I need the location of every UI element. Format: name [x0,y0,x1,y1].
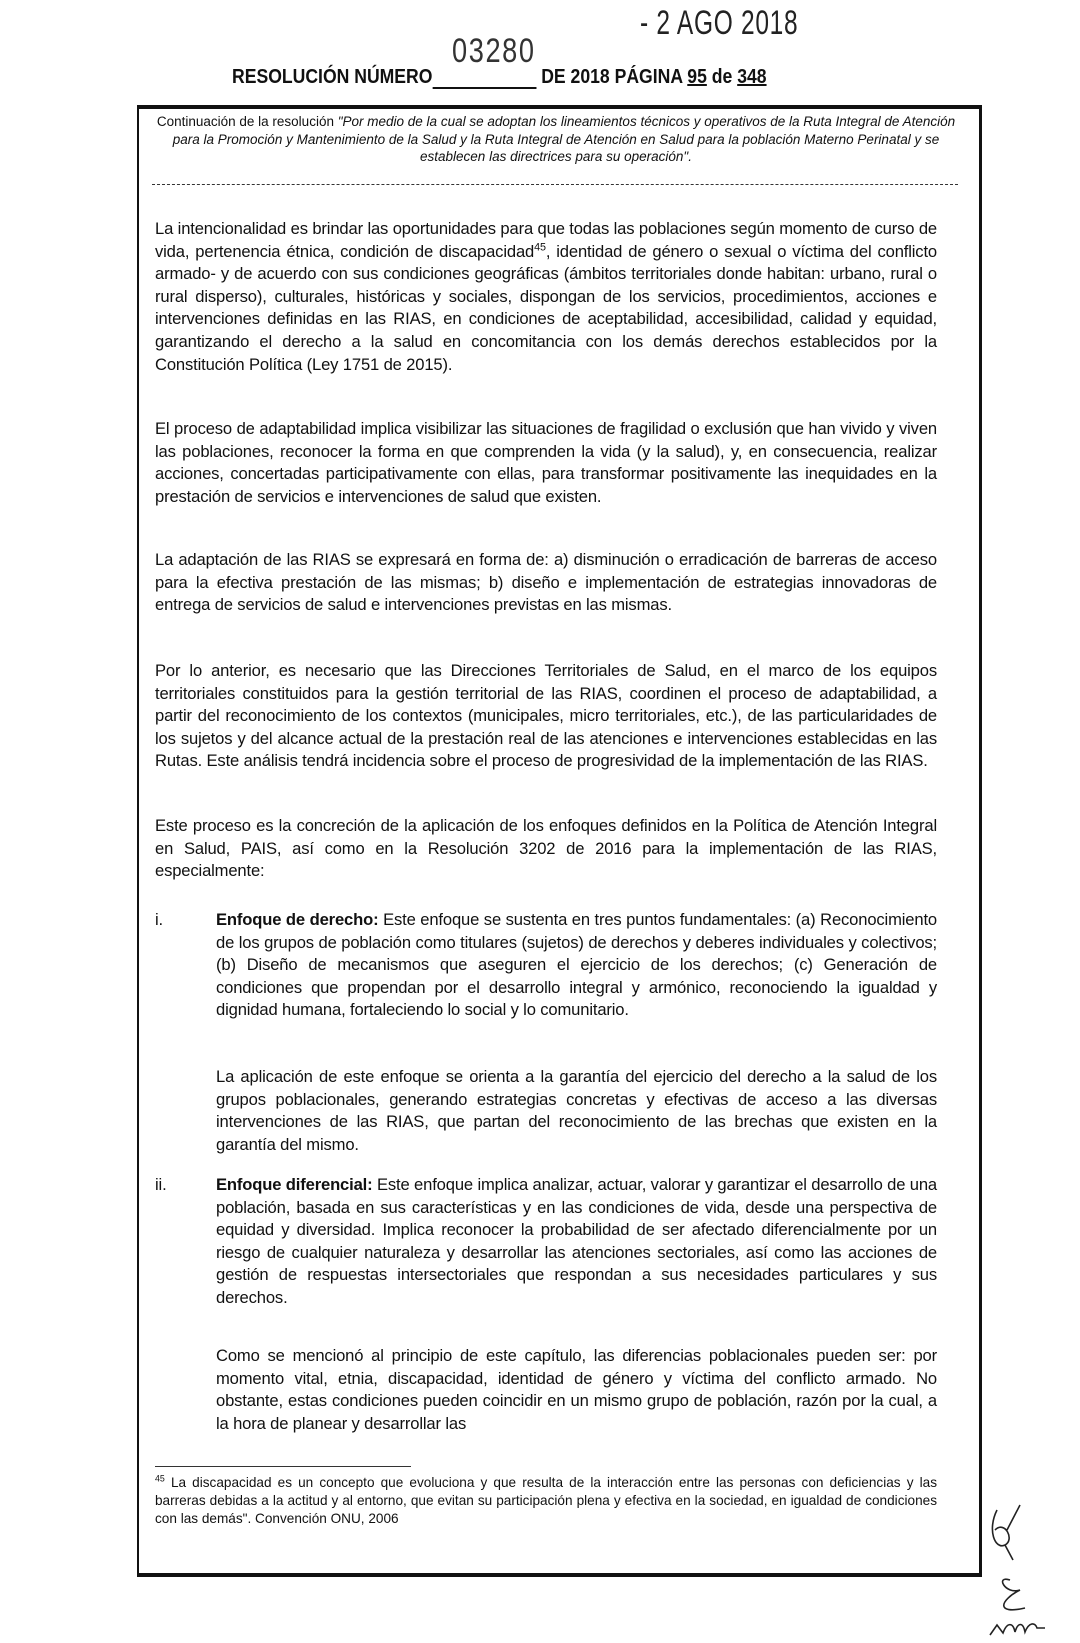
intro-lead: Continuación de la resolución [156,114,338,129]
handwritten-initials-signature [985,1500,1065,1640]
intro-quote: "Por medio de la cual se adoptan los lineamientos técnicos y operativos de la Ruta Integral de Atención para la Promoción y Mantenimiento de la Salud y la Ruta Integral de Atención en Salud para la población Materno Perinatal y se establecen las directrices para su operación". [172,114,956,164]
header-prefix: RESOLUCIÓN NÚMERO [232,66,433,88]
footnote-separator [155,1466,411,1467]
list-item-differential-approach [155,1174,937,1310]
paragraph-4: Por lo anterior, es necesario que las Direcciones Territoriales de Salud, en el marco de los equipos territoriales constituidos para la gestión territorial de las RIAS, coordinen el proceso de adaptabilidad, a partir del reconocimiento de los contextos (municipales, micro territoriales, etc.), de las particularidades de los sujetos y del alcance actual de la prestación real de las atenciones e intervenciones establecidas en las Rutas. Este análisis tendrá incidencia sobre el proceso de progresividad de la implementación de las RIAS. [155,661,937,771]
footnote-text: La discapacidad es un concepto que evoluciona y que resulta de la interacción entre las personas con deficiencias y las barreras debidas a la actitud y al entorno, que evitan su participación plena y efectiva en la sociedad, en igualdad de condiciones con las demás". Convención ONU, 2006 [155,1475,937,1526]
list-item-text: Este enfoque se sustenta en tres puntos fundamentales: (a) Reconocimiento de los grupos de población como titulares (sujetos) de derechos y deberes individuales y colectivos; (b) Diseño de mecanismos que aseguren el ejercicio de los derechos; (c) Generación de condiciones que propendan por el desarrollo integral y armónico, reconociendo la igualdad y dignidad humana, fortaleciendo lo social y lo comunitario. [216,910,937,1020]
footnote [155,1474,937,1528]
paragraph-1 [155,218,937,376]
paragraph-2: El proceso de adaptabilidad implica visibilizar las situaciones de fragilidad o exclusión que han vivido y viven las poblaciones, reconocer la forma en que comprenden la vida (y la salud), y, en consecuencia, realizar acciones, concertadas participativamente con ellas, para transformar positivamente las inequidades en la prestación de servicios e intervenciones de salud que existen. [155,419,937,506]
page-total: 348 [737,66,767,88]
paragraph-1-text: La intencionalidad es brindar las oportunidades para que todas las poblaciones según momento de curso de vida, pertenencia étnica, condición de discapacidad [155,219,937,261]
page-number: 95 [687,66,707,88]
list-item-title: Enfoque de derecho: [216,910,379,929]
list-number: i. [155,910,163,929]
list-item-differential-extra [155,1345,937,1435]
paragraph-1-text-cont: , identidad de género o sexual o víctima del conflicto armado- y de acuerdo con sus condiciones geográficas (ámbitos territoriales donde habitan: urbano, rural o rural disperso), culturales, históricas y sociales, dispongan de los servicios, procedimientos, acciones e intervenciones definidas en las RIAS, en condiciones de aceptabilidad, accesibilidad, calidad y equidad, garantizando el derecho a la salud en concomitancia con los demás derechos establecidos por la Constitución Política (Ley 1751 de 2015). [155,241,937,374]
footnote-ref: 45 [534,241,546,254]
resolution-number-stamp: 03280 [452,32,536,70]
list-item-extra: La aplicación de este enfoque se orienta a la garantía del ejercicio del derecho a la salud de los grupos poblacionales, generando estrategias concretas y efectivas de acceso a las diversas intervenciones de las RIAS, que partan del reconocimiento de las brechas que existen en la garantía del mismo. [216,1067,937,1154]
paragraph-3: La adaptación de las RIAS se expresará en forma de: a) disminución o erradicación de barreras de acceso para la efectiva prestación de las mismas; b) diseño e implementación de estrategias innovadoras de entrega de servicios de salud e intervenciones previstas en las mismas. [155,550,937,615]
list-number: ii. [155,1175,167,1194]
list-item-rights-extra [155,1066,937,1156]
dashed-divider [152,184,958,185]
header-of: de [711,66,733,88]
number-blank [432,69,536,89]
list-item-text: Este enfoque implica analizar, actuar, valorar y garantizar el desarrollo de una población, basada en sus características y en las condiciones de vida, desde una perspectiva de equidad y diversidad. Implica reconocer la probabilidad de ser afectado diferencialmente por un riesgo de cualquier naturaleza y desarrollar las atenciones sectoriales, así como las acciones de gestión de respuestas intersectoriales que respondan a sus necesidades particulares y sus derechos. [216,1175,937,1307]
list-item-title: Enfoque diferencial: [216,1175,373,1194]
page-header [232,66,767,89]
list-item-rights-approach [155,909,937,1022]
date-stamp: - 2 AGO 2018 [640,4,799,42]
paragraph-5: Este proceso es la concreción de la aplicación de los enfoques definidos en la Política de Atención Integral en Salud, PAIS, así como en la Resolución 3202 de 2016 para la implementación de las RIAS, especialmente: [155,816,937,881]
header-middle: DE 2018 PÁGINA [541,66,683,88]
list-item-extra: Como se mencionó al principio de este capítulo, las diferencias poblacionales pueden ser: por momento vital, etnia, discapacidad, identidad de género y víctima del conflicto armado. No obstante, estas condiciones pueden coincidir en un mismo grupo de población, razón por la cual, a la hora de planear y desarrollar las [216,1346,937,1433]
footnote-mark: 45 [155,1473,165,1484]
resolution-continuation [150,113,962,166]
